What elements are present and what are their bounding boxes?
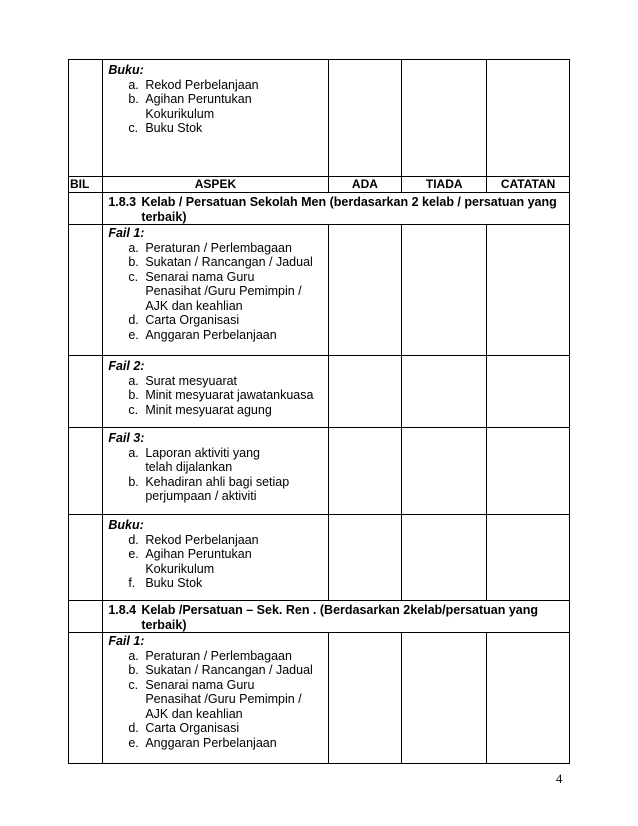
header-aspek: ASPEK <box>103 177 328 193</box>
list-item: e. Anggaran Perbelanjaan <box>128 327 277 342</box>
tiada-cell <box>402 60 487 177</box>
table-row <box>69 60 570 177</box>
list-item: a. Peraturan / Perlembagaan <box>128 648 292 663</box>
catatan-cell <box>487 356 570 428</box>
header-bil: BIL <box>69 177 103 193</box>
item-list <box>108 374 327 418</box>
tiada-cell <box>402 225 487 356</box>
header-row <box>69 177 570 193</box>
list-item: b. Kehadiran ahli bagi setiap perjumpaan / aktiviti <box>128 474 290 503</box>
list-item: a. Surat mesyuarat <box>128 373 238 388</box>
table-row <box>69 515 570 601</box>
item-list <box>108 241 327 343</box>
list-item: b. Sukatan / Rancangan / Jadual <box>128 255 313 269</box>
tiada-cell <box>402 633 487 764</box>
aspek-cell <box>103 515 328 601</box>
bil-cell <box>69 356 103 428</box>
list-item: b. Minit mesyuarat jawatankuasa <box>128 388 314 402</box>
section-number: 1.8.3 <box>108 195 137 209</box>
ada-cell <box>328 515 402 601</box>
ada-cell <box>328 428 402 515</box>
table-row <box>69 356 570 428</box>
header-tiada: TIADA <box>402 177 487 193</box>
ada-cell <box>328 60 402 177</box>
item-list <box>108 78 327 136</box>
list-item: c. Minit mesyuarat agung <box>128 402 272 417</box>
section-title-cell <box>103 193 570 225</box>
ada-cell <box>328 225 402 356</box>
section-number: 1.8.4 <box>108 603 137 617</box>
bil-cell <box>69 601 103 633</box>
header-catatan: CATATAN <box>487 177 570 193</box>
group-title: Fail 2: <box>108 359 145 373</box>
tiada-cell <box>402 428 487 515</box>
table-row <box>69 225 570 356</box>
item-list <box>108 533 327 591</box>
list-item: d. Carta Organisasi <box>128 721 240 735</box>
section-title: Kelab / Persatuan Sekolah Men (berdasarkan 2 kelab / persatuan yang terbaik) <box>141 195 557 224</box>
list-item: b. Sukatan / Rancangan / Jadual <box>128 663 313 677</box>
aspek-cell <box>103 60 328 177</box>
section-row <box>69 601 570 633</box>
tiada-cell <box>402 356 487 428</box>
group-title: Fail 1: <box>108 226 145 240</box>
bil-cell <box>69 633 103 764</box>
bil-cell <box>69 193 103 225</box>
checklist-table <box>68 59 570 764</box>
catatan-cell <box>487 515 570 601</box>
ada-cell <box>328 356 402 428</box>
group-title: Fail 1: <box>108 634 145 648</box>
list-item: a. Rekod Perbelanjaan <box>128 77 259 92</box>
list-item: a. Peraturan / Perlembagaan <box>128 240 292 255</box>
catatan-cell <box>487 428 570 515</box>
group-title: Buku: <box>108 63 144 77</box>
section-title: Kelab /Persatuan – Sek. Ren . (Berdasarkan 2kelab/persatuan yang terbaik) <box>141 603 539 632</box>
ada-cell <box>328 633 402 764</box>
aspek-cell <box>103 225 328 356</box>
aspek-cell <box>103 356 328 428</box>
list-item: c. Buku Stok <box>128 121 203 135</box>
catatan-cell <box>487 225 570 356</box>
tiada-cell <box>402 515 487 601</box>
bil-cell <box>69 225 103 356</box>
header-ada: ADA <box>328 177 402 193</box>
list-item: c. Senarai nama Guru Penasihat /Guru Pemimpin / AJK dan keahlian <box>128 269 302 313</box>
group-title: Fail 3: <box>108 431 145 445</box>
list-item: e. Agihan Peruntukan Kokurikulum <box>128 547 252 576</box>
group-title: Buku: <box>108 518 144 532</box>
list-item: f. Buku Stok <box>128 576 203 590</box>
list-item: b. Agihan Peruntukan Kokurikulum <box>128 92 252 121</box>
list-item: d. Rekod Perbelanjaan <box>128 532 259 547</box>
item-list <box>108 649 327 751</box>
table-row <box>69 633 570 764</box>
list-item: d. Carta Organisasi <box>128 313 240 327</box>
bil-cell <box>69 515 103 601</box>
aspek-cell <box>103 633 328 764</box>
aspek-cell <box>103 428 328 515</box>
catatan-cell <box>487 633 570 764</box>
list-item: c. Senarai nama Guru Penasihat /Guru Pemimpin / AJK dan keahlian <box>128 677 302 721</box>
section-row <box>69 193 570 225</box>
catatan-cell <box>487 60 570 177</box>
list-item: a. Laporan aktiviti yang telah dijalankan <box>128 445 260 474</box>
table-row <box>69 428 570 515</box>
item-list <box>108 446 327 504</box>
page-number: 4 <box>556 772 563 786</box>
section-title-cell <box>103 601 570 633</box>
bil-cell <box>69 60 103 177</box>
bil-cell <box>69 428 103 515</box>
list-item: e. Anggaran Perbelanjaan <box>128 735 277 750</box>
